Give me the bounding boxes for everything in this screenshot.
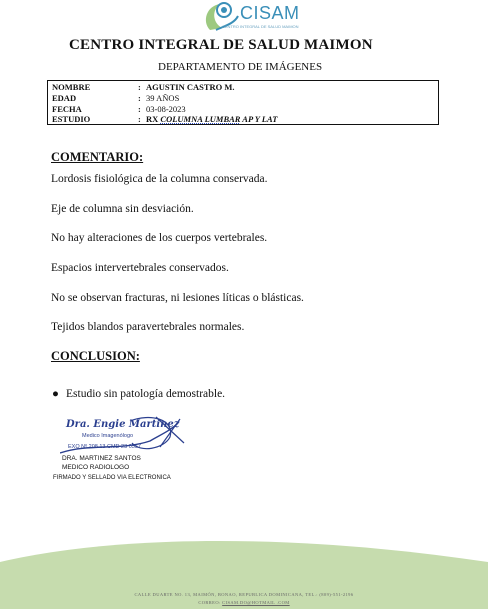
footer-email-line [0, 600, 488, 605]
study-value-suffix: AP Y LAT [240, 114, 278, 124]
logo-subtext: CENTRO INTEGRAL DE SALUD MAIMON [222, 24, 299, 29]
conclusion-item-text: Estudio sin patología demostrable. [66, 388, 226, 400]
name-value: AGUSTIN CASTRO M. [146, 82, 235, 92]
stamp-name: Dra. Engie Martinez [66, 419, 180, 430]
name-separator: : [138, 82, 141, 92]
doctor-name: DRA. MARTINEZ SANTOS [62, 455, 141, 462]
footer-wave [0, 540, 488, 609]
age-value: 39 AÑOS [146, 93, 180, 103]
study-value-underlined: COLUMNA LUMBAR [160, 114, 241, 124]
patient-name-row [52, 82, 436, 93]
signature-stamp [60, 413, 190, 457]
doctor-role: MEDICO RADIOLOGO [62, 464, 130, 471]
study-value [146, 114, 277, 125]
study-label: ESTUDIO [52, 114, 91, 124]
study-separator: : [138, 114, 141, 124]
footer-address: CALLE DUARTE NO. 13, MAIMÓN, BONAO, REPUBLICA DOMINICANA, TEL.: (809)-551-2196 [134, 592, 354, 597]
comentario-line: Lordosis fisiológica de la columna conservada. [51, 173, 268, 185]
date-value: 03-08-2023 [146, 104, 186, 114]
stamp-role: Medico Imagenólogo [82, 433, 134, 439]
department-title: DEPARTAMENTO DE IMÁGENES [158, 61, 323, 73]
patient-info-box [47, 80, 439, 125]
logo-text: CISAM [240, 3, 300, 23]
patient-age-row [52, 93, 436, 104]
stamp-exq: EXQ Nº 208 13 CMD 23 0557 [68, 444, 141, 450]
date-label: FECHA [52, 104, 82, 114]
footer-email-prefix: CORREO: [198, 600, 221, 605]
comentario-line: Eje de columna sin desviación. [51, 203, 194, 215]
name-label: NOMBRE [52, 82, 91, 92]
age-separator: : [138, 93, 141, 103]
date-separator: : [138, 104, 141, 114]
comentario-line: Tejidos blandos paravertebrales normales. [51, 321, 245, 333]
cisam-logo [196, 0, 336, 34]
comentario-heading: COMENTARIO: [51, 150, 144, 164]
comentario-line: Espacios intervertebrales conservados. [51, 262, 229, 274]
comentario-line: No hay alteraciones de los cuerpos vertebrales. [51, 232, 268, 244]
patient-study-row [52, 114, 436, 125]
conclusion-heading: CONCLUSION: [51, 349, 140, 363]
age-label: EDAD [52, 93, 77, 103]
signed-note: FIRMADO Y SELLADO VIA ELECTRONICA [53, 475, 171, 481]
page-title: CENTRO INTEGRAL DE SALUD MAIMON [69, 37, 373, 53]
study-value-prefix: RX [146, 114, 159, 124]
bullet-icon: ● [52, 388, 59, 400]
footer-email: CISAM.DO@HOTMAIL .COM [222, 600, 290, 605]
conclusion-item [52, 388, 226, 400]
comentario-line: No se observan fracturas, ni lesiones líticas o blásticas. [51, 292, 304, 304]
